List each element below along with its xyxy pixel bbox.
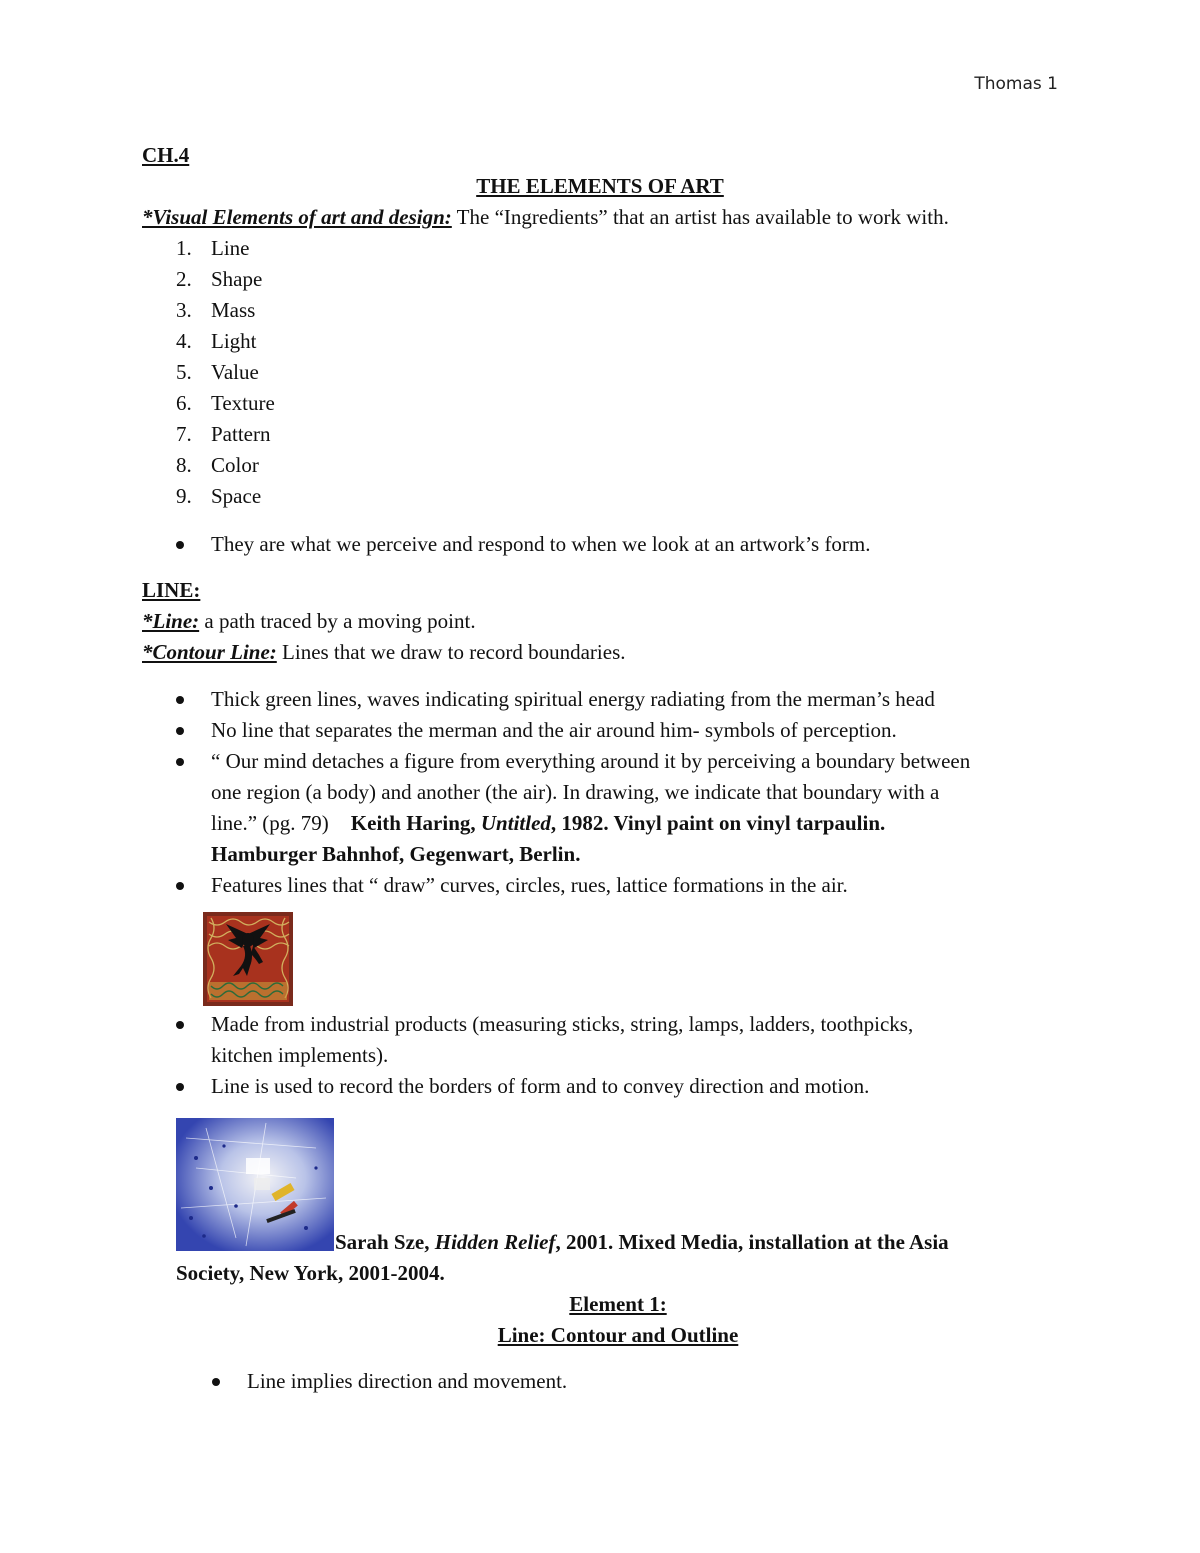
page-header: Thomas 1 xyxy=(974,74,1058,94)
bullet-icon xyxy=(176,727,184,735)
list-item: 7. Pattern xyxy=(176,422,271,446)
bullet-icon xyxy=(176,758,184,766)
sze-caption-line1: Sarah Sze, Hidden Relief, 2001. Mixed Media, installation at the Asia xyxy=(335,1230,949,1254)
bullet-icon xyxy=(176,1021,184,1029)
contour-line-definition: *Contour Line: Lines that we draw to record boundaries. xyxy=(142,640,626,664)
elements-list xyxy=(176,233,275,512)
element1-heading: Element 1: xyxy=(569,1292,667,1316)
list-item: 8. Color xyxy=(176,453,259,477)
keith-haring-artwork-image xyxy=(203,912,293,1006)
sze-installation-icon xyxy=(176,1118,334,1251)
haring-merman-icon xyxy=(203,912,293,1006)
visual-elements-text: The “Ingredients” that an artist has available to work with. xyxy=(451,205,949,229)
sze-caption-line2: Society, New York, 2001-2004. xyxy=(176,1261,445,1285)
bullet-icon xyxy=(176,882,184,890)
bullet-icon xyxy=(212,1378,220,1386)
visual-elements-term: *Visual Elements of art and design: xyxy=(142,205,452,229)
list-item: 5. Value xyxy=(176,360,259,384)
sarah-sze-artwork-image xyxy=(176,1118,334,1251)
bullet-icon xyxy=(176,1083,184,1091)
list-item: 4. Light xyxy=(176,329,257,353)
bullet-icon xyxy=(176,696,184,704)
line-definition: *Line: a path traced by a moving point. xyxy=(142,609,476,633)
line-heading: LINE: xyxy=(142,578,201,602)
visual-elements-definition xyxy=(142,202,949,233)
chapter-label: CH.4 xyxy=(142,143,190,167)
list-item: 1. Line xyxy=(176,236,250,260)
list-item: 9. Space xyxy=(176,484,262,508)
list-item: 2. Shape xyxy=(176,267,263,291)
document-page: Thomas 1 CH.4 THE ELEMENTS OF ART *Visual Elements of art and design: The “Ingredients” that an artist has available to work with. 1. Line 2. Shape 3. Mass 4. Light 5. Value 6. Texture 7. Pattern 8. Color 9. Space They are what we perceive and respond to when we look at an artwork’s form. LINE: *Line: a path traced by a moving point. *Contour Line: Lines that we draw to record boundaries. Thick green lines, waves indicating spiritual energy radiating from the merman’s head No line that separates the merman and the air around him- symbols of perception. “ Our mind detaches a figure from everything around it by perceiving a boundary between one region (a body) and another (the air). In drawing, we indicate that boundary with a line.” (pg. 79) Keith Haring, Untitled, 1982. Vinyl paint on vinyl tarpaulin. Hamburger Bahnhof, Gegenwart, Berlin. Features lines that “ draw” curves, circles, rues, lattice formations in the air. Made from industrial products (measuring sticks, string, lamps, ladders, toothpicks, kitchen implements). Line is used to record the borders of form and to convey direction and motion. Sarah Sze, Hidden Relief, 2001. Mixed Media, installation at the Asia Society, New York, 2001-2004. Element 1: Line: Contour and Outline Line implies direction and movement. xyxy=(0,0,1200,1553)
bullet-icon xyxy=(176,541,184,549)
page-title: THE ELEMENTS OF ART xyxy=(476,174,724,198)
element1-subheading: Line: Contour and Outline xyxy=(497,1323,739,1347)
list-item: 6. Texture xyxy=(176,391,275,415)
list-item: 3. Mass xyxy=(176,298,256,322)
